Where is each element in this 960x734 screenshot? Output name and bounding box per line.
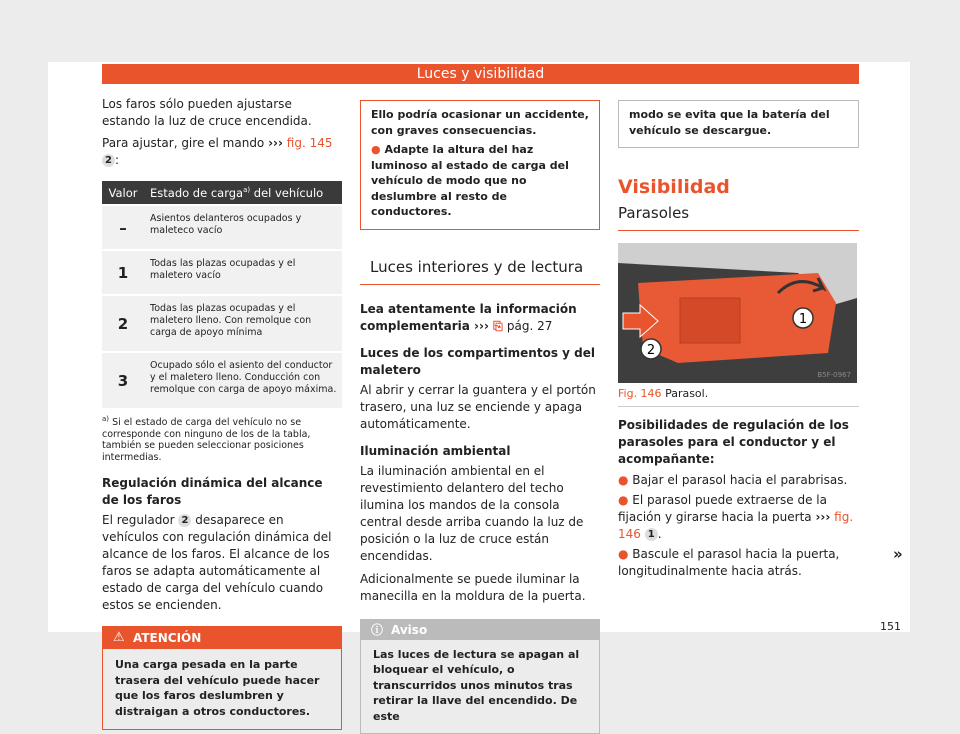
table-row bbox=[102, 295, 342, 352]
ambient-text-1: La iluminación ambiental en el revestimiento delantero del techo ilumina los mandos de la consola central desde arriba cuando la luz de posición o la luz de cruce están encendidas. bbox=[360, 463, 600, 565]
reg-body: desaparece en vehículos con regulación dinámica del alcance de los faros. El alcance de los faros se adapta automáticamente al estado de carga del vehículo cuando estos se encienden. bbox=[102, 513, 331, 612]
bullet-dot: ● bbox=[371, 143, 384, 156]
warning-bullet-text: Adapte la altura del haz luminoso al estado de carga del vehículo de modo que no deslumbre al resto de conductores. bbox=[371, 143, 569, 218]
dynamic-regulation-title: Regulación dinámica del alcance de los faros bbox=[102, 475, 342, 509]
table-row bbox=[102, 250, 342, 295]
ambient-title: Iluminación ambiental bbox=[360, 443, 600, 460]
warning-title: ATENCIÓN bbox=[133, 631, 201, 645]
fig-ref-link[interactable]: fig. 146 bbox=[618, 510, 853, 541]
table-footnote bbox=[102, 414, 342, 463]
fig-callout-2: 2 bbox=[647, 343, 655, 358]
option-bullet-3 bbox=[618, 546, 859, 580]
warning-cont-text: Ello podría ocasionar un accidente, con graves consecuencias. bbox=[371, 107, 589, 138]
warning-continuation bbox=[360, 100, 600, 230]
column-3 bbox=[618, 100, 859, 580]
warning-text: Una carga pesada en la parte trasera del vehículo puede hacer que los faros deslumbren y distraigan a otros conductores. bbox=[103, 649, 341, 729]
bullet-text: Bascule el parasol hacia la puerta, longitudinalmente hacia atrás. bbox=[618, 547, 839, 578]
compartments-text: Al abrir y cerrar la guantera y el portón trasero, una luz se enciende y apaga automáticamente. bbox=[360, 382, 600, 433]
callout-number: 2 bbox=[178, 514, 191, 527]
ref-arrow: ››› bbox=[815, 510, 830, 524]
chapter-banner bbox=[102, 64, 859, 84]
column-2 bbox=[360, 100, 600, 734]
fig-callout-1: 1 bbox=[799, 312, 807, 327]
info-icon: ⓘ bbox=[371, 620, 383, 640]
page-number: 151 bbox=[880, 620, 901, 633]
figure-caption bbox=[618, 387, 859, 407]
page-ref-link[interactable]: pág. 27 bbox=[507, 319, 553, 333]
row-estado: Todas las plazas ocupadas y el maletero lleno. Con remolque con carga de apoyo mínima bbox=[144, 295, 342, 352]
fig-code: B5F-0967 bbox=[817, 371, 851, 379]
note-box bbox=[360, 619, 600, 734]
callout-number: 1 bbox=[645, 528, 658, 541]
continue-arrow: » bbox=[893, 545, 903, 563]
callout-number: 2 bbox=[102, 154, 115, 167]
bullet-suffix: . bbox=[658, 527, 662, 541]
footnote-mark: a) bbox=[102, 415, 109, 423]
reg-prefix: El regulador bbox=[102, 513, 175, 527]
intro-text: Los faros sólo pueden ajustarse estando la luz de cruce encendida. bbox=[102, 96, 342, 130]
table-row bbox=[102, 205, 342, 250]
note-text: Las luces de lectura se apagan al bloquear el vehículo, o transcurridos unos minutos tras retirar la llave del encendido. De este bbox=[361, 640, 599, 734]
chapter-title: Luces y visibilidad bbox=[417, 66, 544, 82]
bullet-dot: ● bbox=[618, 473, 632, 487]
table-header-valor: Valor bbox=[102, 181, 144, 205]
row-valor: 3 bbox=[102, 352, 144, 408]
caption-text: Parasol. bbox=[665, 387, 708, 400]
note-header bbox=[361, 620, 599, 640]
option-bullet-2 bbox=[618, 492, 859, 543]
ref-arrow: ››› bbox=[474, 319, 489, 333]
warning-box bbox=[102, 626, 342, 730]
option-bullet-1 bbox=[618, 472, 859, 489]
row-valor: 2 bbox=[102, 295, 144, 352]
table-row bbox=[102, 352, 342, 408]
bullet-dot: ● bbox=[618, 493, 632, 507]
sunvisor-figure bbox=[618, 243, 857, 383]
lead-prefix: Lea atentamente la información complementaria bbox=[360, 302, 577, 333]
warning-icon: ⚠ bbox=[113, 627, 125, 649]
visibility-title: Visibilidad bbox=[618, 176, 859, 198]
warning-bullet bbox=[371, 142, 589, 220]
bullet-text: El parasol puede extraerse de la fijación y girarse hacia la puerta bbox=[618, 493, 827, 524]
row-estado: Asientos delanteros ocupados y maleteco vacío bbox=[144, 205, 342, 250]
instruction-prefix: Para ajustar, gire el mando bbox=[102, 136, 264, 150]
row-estado: Todas las plazas ocupadas y el maletero vacío bbox=[144, 250, 342, 295]
lead-text bbox=[360, 301, 600, 335]
header-estado-label: Estado de carga bbox=[150, 186, 243, 200]
caption-fig-number: Fig. 146 bbox=[618, 387, 662, 400]
book-icon: ⎘ bbox=[493, 319, 503, 333]
sunvisor-subtitle: Parasoles bbox=[618, 204, 859, 231]
header-footnote-mark: a) bbox=[243, 186, 250, 194]
note-title: Aviso bbox=[391, 623, 427, 637]
fig-ref-link[interactable]: fig. 145 bbox=[287, 136, 333, 150]
note-continuation: modo se evita que la batería del vehículo se descargue. bbox=[618, 100, 859, 148]
column-1 bbox=[102, 96, 342, 730]
table-header-estado bbox=[144, 181, 342, 205]
row-estado: Ocupado sólo el asiento del conductor y el maletero lleno. Conducción con remolque con carga de apoyo máxima. bbox=[144, 352, 342, 408]
ref-arrow: ››› bbox=[268, 136, 283, 150]
load-state-table bbox=[102, 181, 342, 408]
footnote-text: Si el estado de carga del vehículo no se corresponde con ninguno de los de la tabla, también se pueden seleccionar posiciones intermedias. bbox=[102, 417, 310, 463]
header-estado-suffix: del vehículo bbox=[250, 186, 323, 200]
row-valor: – bbox=[102, 205, 144, 250]
warning-header bbox=[103, 627, 341, 649]
dynamic-regulation-text bbox=[102, 512, 342, 614]
section-title: Luces interiores y de lectura bbox=[360, 258, 600, 285]
bullet-dot: ● bbox=[618, 547, 632, 561]
instruction-text bbox=[102, 135, 342, 169]
row-valor: 1 bbox=[102, 250, 144, 295]
ambient-text-2: Adicionalmente se puede iluminar la manecilla en la moldura de la puerta. bbox=[360, 571, 600, 605]
bullet-text: Bajar el parasol hacia el parabrisas. bbox=[632, 473, 847, 487]
instruction-suffix: : bbox=[115, 153, 119, 167]
compartments-title: Luces de los compartimentos y del maletero bbox=[360, 345, 600, 379]
sunvisor-illustration bbox=[618, 243, 857, 383]
options-title: Posibilidades de regulación de los parasoles para el conductor y el acompañante: bbox=[618, 417, 859, 468]
